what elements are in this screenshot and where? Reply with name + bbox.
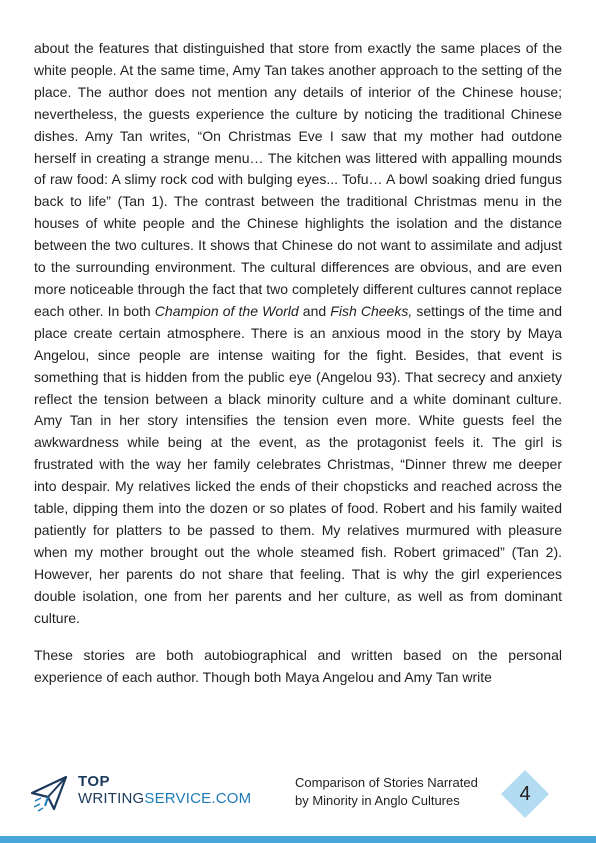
paragraph-1 [34,38,562,629]
brand-top: TOP [78,773,111,790]
paragraph-1-segment: settings of the time and place create certain atmosphere. There is an anxious mood in the story by Maya Angelou, since people are intense waiting for the fight. Besides, that event is something that is hidden from the public eye (Angelou 93). That secrecy and anxiety reflect the tension between a black minority culture and a white dominant culture. Amy Tan in her story intensifies the tension even more. White guests feel the awkwardness while being at the event, as the protagonist feels it. The girl is frustrated with the way her family celebrates Christmas, “Dinner threw me deeper into despair. My relatives licked the ends of their chopsticks and reached across the table, dipping them into the dozen or so plates of food. Robert and his family waited patiently for platters to be passed to them. My relatives murmured with pleasure when my mother brought out the whole steamed fish. Robert grimaced” (Tan 2). However, her parents do not share that feeling. That is why the girl experiences double isolation, one from her parents and her culture, as well as from dominant culture. [34,302,563,626]
brand-bottom-service: SERVICE.COM [144,790,252,807]
paragraph-1-title-champion: Champion of the World [154,302,299,319]
footer-title [295,774,495,810]
document-body [34,38,562,689]
bottom-accent-bar [0,836,596,843]
brand-bottom [78,790,251,807]
brand-logo[interactable] [78,773,251,807]
brand-bottom-writing: WRITING [78,790,145,807]
paragraph-2: These stories are both autobiographical and written based on the personal experience of each author. Though both Maya Angelou and Amy Tan write [34,647,562,686]
footer-title-line-1: Comparison of Stories Narrated [295,775,478,790]
page-number: 4 [519,783,531,805]
paragraph-1-segment: about the features that distinguished that store from exactly the same places of the white people. At the same time, Amy Tan takes another approach to the setting of the place. The author does not mention any details of interior of the Chinese house; nevertheless, the guests experience the culture by noticing the traditional Chinese dishes. Amy Tan writes, “On Christmas Eve I saw that my mother had outdone herself in creating a strange menu… The kitchen was littered with appalling mounds of raw food: A slimy rock cod with bulging eyes... Tofu… A bowl soaking dried fungus back to life” (Tan 1). The contrast between the traditional Christmas menu in the houses of white people and the Chinese highlights the isolation and the distance between the two cultures. It shows that Chinese do not want to assimilate and adjust to the surrounding environment. The cultural differences are obvious, and are even more noticeable through the fact that two completely different cultures cannot replace each other. In both [34,40,562,319]
paper-plane-icon [30,773,68,813]
paragraph-1-title-fish-cheeks: Fish Cheeks, [330,302,413,319]
footer-title-line-2: by Minority in Anglo Cultures [295,793,460,808]
paragraph-1-segment: and [298,302,331,319]
page-footer [0,768,596,843]
